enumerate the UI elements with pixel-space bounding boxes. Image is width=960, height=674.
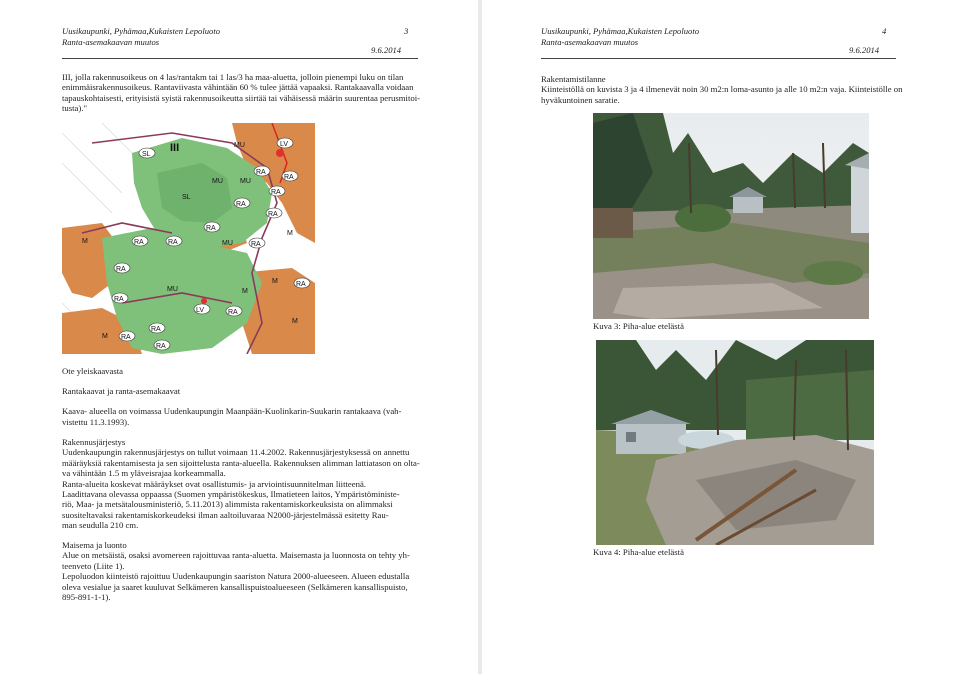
- map-label: RA: [114, 296, 124, 303]
- map-label: RA: [134, 239, 144, 246]
- photo-caption-2: Kuva 4: Piha-alue etelästä: [593, 547, 684, 557]
- header-rule: [541, 58, 896, 59]
- section-title: Ote yleiskaavasta: [62, 366, 124, 376]
- document-page-left: [0, 0, 478, 674]
- yard-photo-1: [593, 113, 869, 319]
- section-title: Rakennusjärjestys: [62, 437, 126, 447]
- map-label: M: [82, 238, 88, 245]
- yard-photo-2: [596, 340, 874, 545]
- map-label: MU: [212, 178, 223, 185]
- photo-caption-1: Kuva 3: Piha-alue etelästä: [593, 321, 684, 331]
- page-header: [541, 26, 699, 47]
- page-number: 3: [404, 26, 409, 36]
- text-line: Lepoluodon kiinteistö rajoittuu Uudenkaupungin saariston Natura 2000-alueeseen. Alueen edustalla: [62, 571, 410, 582]
- map-label: III: [170, 142, 180, 154]
- map-label: SL: [182, 194, 191, 201]
- section-title: Rakentamistilanne: [541, 74, 606, 84]
- map-label: RA: [121, 334, 131, 341]
- map-label: MU: [222, 240, 233, 247]
- text-line: vistettu 11.3.1993).: [62, 416, 130, 427]
- header-rule: [62, 58, 418, 59]
- text-line: va vähintään 1.5 m yläveisrajaa korkeammalla.: [62, 468, 226, 479]
- section-title: Maisema ja luonto: [62, 540, 127, 550]
- text-line: III, jolla rakennusoikeus on 4 las/rantakm tai 1 las/3 ha maa-aluetta, jolloin pienempi luku on tilan: [62, 72, 404, 82]
- map-label: LV: [280, 141, 289, 148]
- section-building-code: [62, 437, 426, 531]
- document-page-right: [482, 0, 960, 674]
- text-line: oleva vesialue ja saaret kuuluvat Selkämeren kansallispuistoalueeseen (Selkämeren kansallispuisto,: [62, 581, 408, 592]
- section-general-plan: [62, 366, 422, 376]
- section-building-status: [541, 74, 913, 105]
- map-label: RA: [168, 239, 178, 246]
- text-line: man seudulla 210 cm.: [62, 520, 139, 531]
- map-label: RA: [284, 174, 294, 181]
- text-line: tapauskohtaisesti, erityisistä syistä rakennusoikeutta siirtää tai vähäisessä määrin suurentaa perusmitoi-: [62, 92, 421, 103]
- text-line: suositeltavaksi rakentamiskorkeudeksi ilman aaltoiluvaraa N2000-järjestelmässä esitetty Rau-: [62, 509, 389, 520]
- map-label: RA: [256, 169, 266, 176]
- text-line: enimmäisrakennusoikeus. Rantaviivasta vähintään 60 % tulee jättää vapaaksi. Rantakaavalla voidaan: [62, 82, 414, 93]
- map-label: RA: [156, 343, 166, 350]
- header-date: 9.6.2014: [371, 45, 402, 55]
- map-label: M: [102, 333, 108, 340]
- map-label: M: [292, 318, 298, 325]
- map-label: M: [242, 288, 248, 295]
- map-label: MU: [234, 142, 245, 149]
- master-plan-map: [62, 123, 315, 354]
- map-label: RA: [268, 211, 278, 218]
- section-landscape: [62, 540, 426, 602]
- header-line-2: Ranta-asemakaavan muutos: [62, 36, 160, 47]
- map-label: RA: [296, 281, 306, 288]
- header-line-1: Uusikaupunki, Pyhämaa,Kukaisten Lepoluoto: [541, 26, 700, 36]
- section-title: Rantakaavat ja ranta-asemakaavat: [62, 386, 181, 396]
- text-line: Kiinteistöllä on kuvista 3 ja 4 ilmenevät noin 30 m2:n loma-asunto ja alle 10 m2:n vaja. Kiinteistölle on: [541, 84, 903, 95]
- map-label: MU: [240, 178, 251, 185]
- map-label: RA: [236, 201, 246, 208]
- map-label: M: [272, 278, 278, 285]
- map-label: M: [287, 230, 293, 237]
- map-label: RA: [251, 241, 261, 248]
- map-label: RA: [271, 189, 281, 196]
- map-label: LV: [196, 307, 205, 314]
- text-line: tusta).": [62, 103, 88, 114]
- section-shore-plans: [62, 386, 426, 427]
- map-label: RA: [151, 326, 161, 333]
- header-line-2: Ranta-asemakaavan muutos: [541, 36, 639, 47]
- text-line: määräyksiä rakentamisesta ja sen sijoittelusta ranta-alueella. Rakennuksen alimman lattiatason on olta-: [62, 457, 420, 468]
- map-label: RA: [206, 225, 216, 232]
- text-line: hyväkuntoinen saratie.: [541, 94, 620, 105]
- page-header: [62, 26, 220, 47]
- header-date: 9.6.2014: [849, 45, 880, 55]
- map-label: RA: [228, 309, 238, 316]
- text-line: Alue on metsäistä, osaksi avomereen rajoittuvaa ranta-aluetta. Maisemasta ja luonnosta on tehty yh-: [62, 550, 410, 561]
- map-label: SL: [142, 151, 151, 158]
- intro-paragraph: [62, 72, 422, 114]
- text-line: Ranta-alueita koskevat määräykset ovat osallistumis- ja arviointisuunnitelman liitteenä.: [62, 478, 366, 489]
- map-label: RA: [116, 266, 126, 273]
- text-line: Uudenkaupungin rakennusjärjestys on tullut voimaan 11.4.2002. Rakennusjärjestyksessä on annettu: [62, 447, 410, 458]
- text-line: riö, Maa- ja metsätalousministeriö, 5.11.2013) alimmista rakentamiskorkeuksista on alimmaksi: [62, 499, 393, 510]
- text-line: 895-891-1-1).: [62, 592, 111, 603]
- text-line: Laadittavana olevassa oppaassa (Suomen ympäristökeskus, Ilmatieteen laitos, Ympäristöministe-: [62, 489, 400, 500]
- page-number: 4: [882, 26, 887, 36]
- text-line: Kaava- alueella on voimassa Uudenkaupungin Maanpään-Kuolinkarin-Suukarin rantakaava (vah-: [62, 406, 402, 417]
- map-label: MU: [167, 286, 178, 293]
- text-line: teenveto (Liite 1).: [62, 560, 125, 571]
- header-line-1: Uusikaupunki, Pyhämaa,Kukaisten Lepoluoto: [62, 26, 221, 36]
